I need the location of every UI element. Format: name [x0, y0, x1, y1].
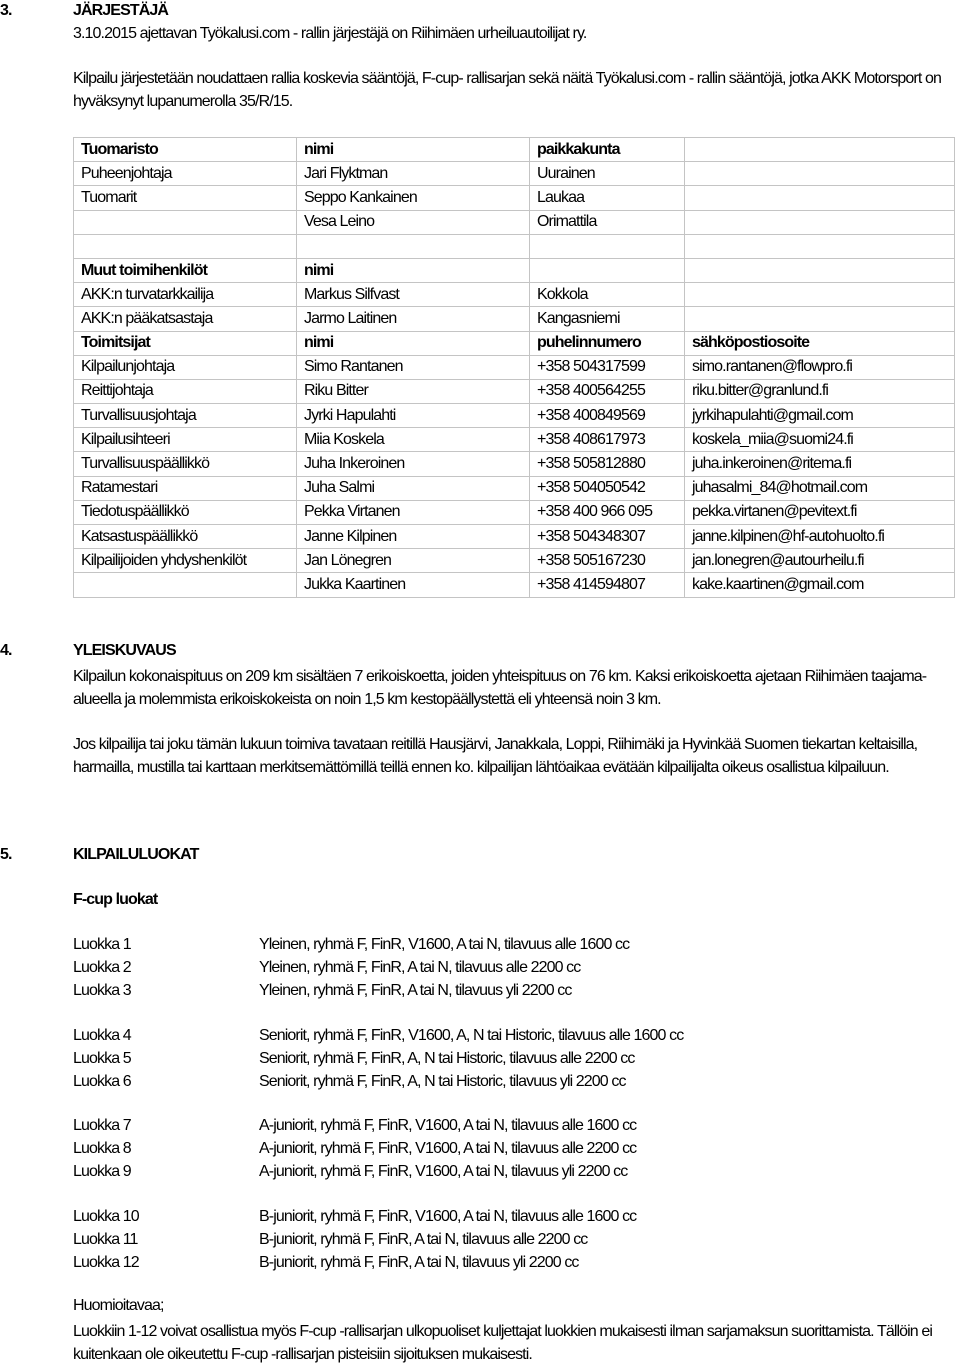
- class-description: B-juniorit, ryhmä F, FinR, A tai N, tilavuus alle 2200 cc: [259, 1231, 588, 1248]
- class-name: Luokka 3: [73, 982, 131, 999]
- table-cell: Uurainen: [530, 162, 685, 186]
- class-name: Luokka 10: [73, 1208, 139, 1225]
- table-cell: +358 414594807: [530, 573, 685, 597]
- table-cell: Laukaa: [530, 186, 685, 210]
- table-cell: Jukka Kaartinen: [297, 573, 530, 597]
- table-cell: Muut toimihenkilöt: [74, 258, 297, 282]
- section-4-number: 4.: [0, 642, 12, 659]
- table-row: [74, 355, 955, 379]
- class-description: A-juniorit, ryhmä F, FinR, V1600, A tai N, tilavuus yli 2200 cc: [259, 1163, 628, 1180]
- table-cell: Pekka Virtanen: [297, 500, 530, 524]
- class-description: Yleinen, ryhmä F, FinR, A tai N, tilavuus alle 2200 cc: [259, 959, 581, 976]
- table-cell: +358 400564255: [530, 379, 685, 403]
- table-cell: Kilpailunjohtaja: [74, 355, 297, 379]
- table-cell: koskela_miia@suomi24.fi: [685, 428, 955, 452]
- table-cell: [685, 283, 955, 307]
- class-name: Luokka 4: [73, 1027, 131, 1044]
- table-cell: Kokkola: [530, 283, 685, 307]
- table-cell: Miia Koskela: [297, 428, 530, 452]
- table-row: [74, 210, 955, 234]
- section-4-title: YLEISKUVAUS: [73, 642, 176, 659]
- class-name: Luokka 7: [73, 1117, 131, 1134]
- table-cell: +358 505812880: [530, 452, 685, 476]
- table-row: [74, 331, 955, 355]
- class-description: A-juniorit, ryhmä F, FinR, V1600, A tai N, tilavuus alle 1600 cc: [259, 1117, 637, 1134]
- table-cell: [685, 307, 955, 331]
- table-cell: AKK:n turvatarkkailija: [74, 283, 297, 307]
- table-cell: juhasalmi_84@hotmail.com: [685, 476, 955, 500]
- table-cell: nimi: [297, 138, 530, 162]
- table-cell: +358 400 966 095: [530, 500, 685, 524]
- table-cell: puhelinnumero: [530, 331, 685, 355]
- table-cell: +358 408617973: [530, 428, 685, 452]
- table-row: [74, 162, 955, 186]
- class-name: Luokka 1: [73, 936, 131, 953]
- table-cell: nimi: [297, 258, 530, 282]
- note-title: Huomioitavaa;: [73, 1297, 164, 1314]
- table-cell: [685, 162, 955, 186]
- table-cell: Reittijohtaja: [74, 379, 297, 403]
- table-row: [74, 138, 955, 162]
- table-cell: [685, 186, 955, 210]
- section-4-paragraph-1: Kilpailun kokonaispituus on 209 km sisältäen 7 erikoiskoetta, joiden yhteispituus on 76 km. Kaksi erikoiskoetta ajetaan Riihimäen taajama- alueella ja molemmista erikoiskokeista on noin 1,5 km kestopäällystettä eli yhteensä noin 3 km.: [73, 668, 927, 708]
- section-5-title: KILPAILULUOKAT: [73, 846, 199, 863]
- table-cell: [530, 234, 685, 258]
- class-description: Seniorit, ryhmä F, FinR, A, N tai Historic, tilavuus alle 2200 cc: [259, 1050, 635, 1067]
- table-cell: Kilpailijoiden yhdyshenkilöt: [74, 549, 297, 573]
- table-cell: jyrkihapulahti@gmail.com: [685, 404, 955, 428]
- table-row: [74, 476, 955, 500]
- section-3-title: JÄRJESTÄJÄ: [73, 2, 169, 19]
- table-cell: nimi: [297, 331, 530, 355]
- table-cell: riku.bitter@granlund.fi: [685, 379, 955, 403]
- class-name: Luokka 6: [73, 1073, 131, 1090]
- table-cell: +358 504050542: [530, 476, 685, 500]
- table-cell: [685, 234, 955, 258]
- class-description: B-juniorit, ryhmä F, FinR, V1600, A tai N, tilavuus alle 1600 cc: [259, 1208, 637, 1225]
- table-cell: Tuomarit: [74, 186, 297, 210]
- note-text: Luokkiin 1-12 voivat osallistua myös F-cup -rallisarjan ulkopuoliset kuljettajat luokkien mukaisesti ilman sarjamaksun suorittamista. Tällöin ei kuitenkaan ole oikeutettu F-cup -rallisarjan pisteisiin sijoituksen mukaisesti.: [73, 1323, 932, 1363]
- table-cell: Juha Salmi: [297, 476, 530, 500]
- officials-table: [73, 137, 955, 598]
- table-cell: [297, 234, 530, 258]
- table-cell: +358 400849569: [530, 404, 685, 428]
- class-description: Yleinen, ryhmä F, FinR, V1600, A tai N, tilavuus alle 1600 cc: [259, 936, 630, 953]
- table-cell: pekka.virtanen@pevitext.fi: [685, 500, 955, 524]
- table-cell: paikkakunta: [530, 138, 685, 162]
- table-cell: Jarmo Laitinen: [297, 307, 530, 331]
- table-cell: Tiedotuspäällikkö: [74, 500, 297, 524]
- table-row: [74, 258, 955, 282]
- table-row: [74, 234, 955, 258]
- table-row: [74, 186, 955, 210]
- class-name: Luokka 5: [73, 1050, 131, 1067]
- table-cell: Jan Lönegren: [297, 549, 530, 573]
- section-5-number: 5.: [0, 846, 12, 863]
- table-cell: simo.rantanen@flowpro.fi: [685, 355, 955, 379]
- section-3-rules-text: Kilpailu järjestetään noudattaen rallia koskevia sääntöjä, F-cup- rallisarjan sekä näitä Työkalusi.com - rallin sääntöjä, jotka AKK Motorsport on hyväksynyt lupanumerolla 35/R/15.: [73, 70, 941, 110]
- section-3-number: 3.: [0, 2, 12, 19]
- section-4-paragraph-2: Jos kilpailija tai joku tämän lukuun toimiva tavataan reitillä Hausjärvi, Janakkala, Loppi, Riihimäki ja Hyvinkää Suomen tiekartan keltaisilla, harmailla, mustilla tai karttaan merkitsemättömillä teillä ennen ko. kilpailijan lähtöaikaa evätään kilpailijalta oikeus osallistua kilpailuun.: [73, 736, 918, 776]
- table-cell: Jyrki Hapulahti: [297, 404, 530, 428]
- table-cell: +358 504348307: [530, 525, 685, 549]
- table-row: [74, 379, 955, 403]
- table-cell: kake.kaartinen@gmail.com: [685, 573, 955, 597]
- table-cell: +358 505167230: [530, 549, 685, 573]
- table-row: [74, 428, 955, 452]
- table-cell: [530, 258, 685, 282]
- class-name: Luokka 2: [73, 959, 131, 976]
- table-cell: AKK:n pääkatsastaja: [74, 307, 297, 331]
- table-cell: Simo Rantanen: [297, 355, 530, 379]
- table-cell: Janne Kilpinen: [297, 525, 530, 549]
- table-cell: Orimattila: [530, 210, 685, 234]
- table-row: [74, 307, 955, 331]
- table-cell: Kilpailusihteeri: [74, 428, 297, 452]
- officials-table-body: [74, 138, 955, 598]
- table-cell: Seppo Kankainen: [297, 186, 530, 210]
- section-5-subtitle: F-cup luokat: [73, 891, 158, 908]
- class-name: Luokka 11: [73, 1231, 138, 1248]
- table-cell: Tuomaristo: [74, 138, 297, 162]
- class-description: Yleinen, ryhmä F, FinR, A tai N, tilavuus yli 2200 cc: [259, 982, 572, 999]
- table-cell: +358 504317599: [530, 355, 685, 379]
- table-row: [74, 404, 955, 428]
- section-3-intro: 3.10.2015 ajettavan Työkalusi.com - rallin järjestäjä on Riihimäen urheiluautoilijat ry.: [73, 25, 587, 42]
- table-cell: [74, 210, 297, 234]
- table-row: [74, 525, 955, 549]
- table-cell: [74, 234, 297, 258]
- table-row: [74, 452, 955, 476]
- table-row: [74, 573, 955, 597]
- class-description: B-juniorit, ryhmä F, FinR, A tai N, tilavuus yli 2200 cc: [259, 1254, 579, 1271]
- table-cell: Toimitsijat: [74, 331, 297, 355]
- table-cell: Turvallisuusjohtaja: [74, 404, 297, 428]
- table-cell: sähköpostiosoite: [685, 331, 955, 355]
- table-cell: [685, 258, 955, 282]
- class-description: Seniorit, ryhmä F, FinR, V1600, A, N tai Historic, tilavuus alle 1600 cc: [259, 1027, 684, 1044]
- table-cell: Puheenjohtaja: [74, 162, 297, 186]
- table-cell: Vesa Leino: [297, 210, 530, 234]
- class-name: Luokka 9: [73, 1163, 131, 1180]
- table-row: [74, 283, 955, 307]
- table-cell: Jari Flyktman: [297, 162, 530, 186]
- table-row: [74, 549, 955, 573]
- table-cell: [685, 210, 955, 234]
- table-cell: Riku Bitter: [297, 379, 530, 403]
- class-name: Luokka 8: [73, 1140, 131, 1157]
- table-cell: juha.inkeroinen@ritema.fi: [685, 452, 955, 476]
- class-name: Luokka 12: [73, 1254, 139, 1271]
- table-row: [74, 500, 955, 524]
- table-cell: Markus Silfvast: [297, 283, 530, 307]
- table-cell: [74, 573, 297, 597]
- table-cell: Juha Inkeroinen: [297, 452, 530, 476]
- table-cell: janne.kilpinen@hf-autohuolto.fi: [685, 525, 955, 549]
- table-cell: jan.lonegren@autourheilu.fi: [685, 549, 955, 573]
- table-cell: Kangasniemi: [530, 307, 685, 331]
- table-cell: Turvallisuuspäällikkö: [74, 452, 297, 476]
- table-cell: [685, 138, 955, 162]
- table-cell: Katsastuspäällikkö: [74, 525, 297, 549]
- table-cell: Ratamestari: [74, 476, 297, 500]
- class-description: Seniorit, ryhmä F, FinR, A, N tai Historic, tilavuus yli 2200 cc: [259, 1073, 626, 1090]
- class-description: A-juniorit, ryhmä F, FinR, V1600, A tai N, tilavuus alle 2200 cc: [259, 1140, 637, 1157]
